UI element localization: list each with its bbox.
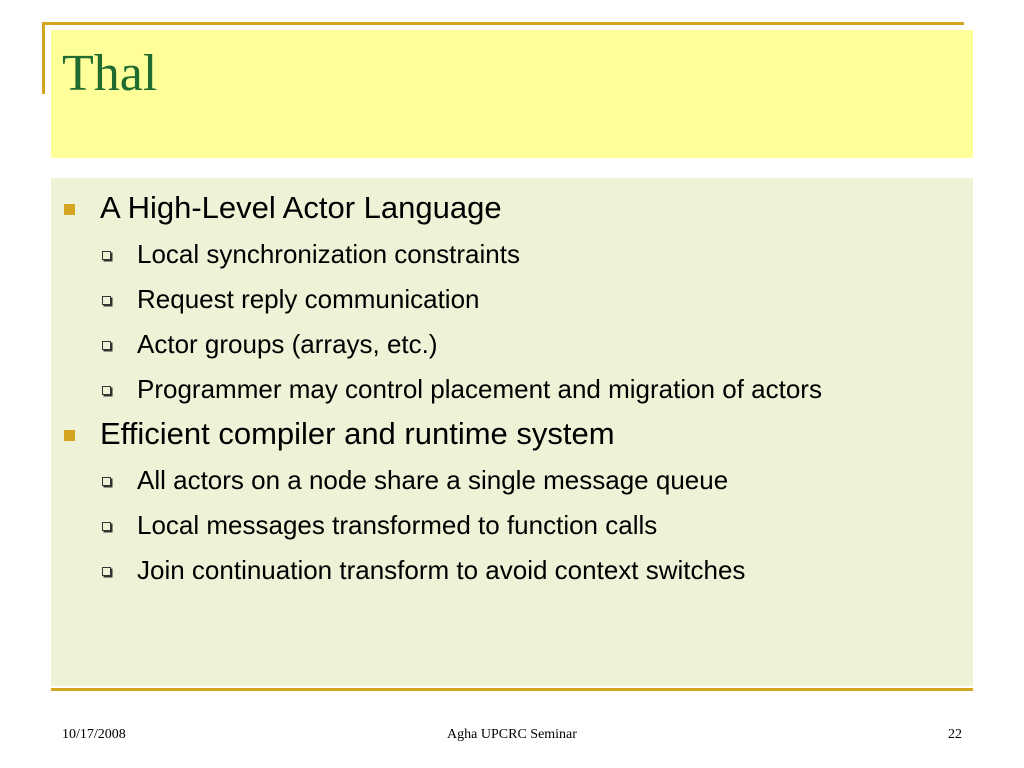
sub-bullet-text: Request reply communication [137, 284, 480, 314]
hollow-square-bullet-icon [102, 341, 111, 350]
footer-divider [51, 688, 973, 691]
sub-bullet-text: Programmer may control placement and migration of actors [137, 374, 822, 404]
hollow-square-bullet-icon [102, 251, 111, 260]
sub-bullet-item [100, 503, 967, 548]
frame-top-line [42, 22, 964, 25]
sub-bullet-item [100, 232, 967, 277]
filled-square-bullet-icon [64, 430, 75, 441]
sub-bullet-item [100, 367, 967, 412]
bullet-item [62, 412, 967, 456]
sub-bullet-text: Join continuation transform to avoid context switches [137, 555, 746, 585]
sub-bullet-text: Local messages transformed to function calls [137, 510, 658, 540]
bullet-list [62, 186, 967, 593]
hollow-square-bullet-icon [102, 296, 111, 305]
bullet-text: Efficient compiler and runtime system [100, 416, 615, 451]
hollow-square-bullet-icon [102, 567, 111, 576]
bullet-item [62, 186, 967, 230]
sub-bullet-text: Local synchronization constraints [137, 239, 520, 269]
hollow-square-bullet-icon [102, 522, 111, 531]
bullet-text: A High-Level Actor Language [100, 190, 502, 225]
filled-square-bullet-icon [64, 204, 75, 215]
sub-bullet-text: Actor groups (arrays, etc.) [137, 329, 438, 359]
title-area [51, 30, 973, 158]
sub-bullet-text: All actors on a node share a single message queue [137, 465, 729, 495]
sub-bullet-item [100, 277, 967, 322]
frame-left-line [42, 22, 45, 94]
footer-date: 10/17/2008 [62, 727, 126, 742]
sub-bullet-item [100, 322, 967, 367]
slide-title: Thal [62, 45, 158, 102]
sub-bullet-item [100, 548, 967, 593]
hollow-square-bullet-icon [102, 477, 111, 486]
page-number: 22 [948, 727, 962, 742]
sub-bullet-item [100, 458, 967, 503]
hollow-square-bullet-icon [102, 386, 111, 395]
footer-title: Agha UPCRC Seminar [447, 727, 577, 742]
